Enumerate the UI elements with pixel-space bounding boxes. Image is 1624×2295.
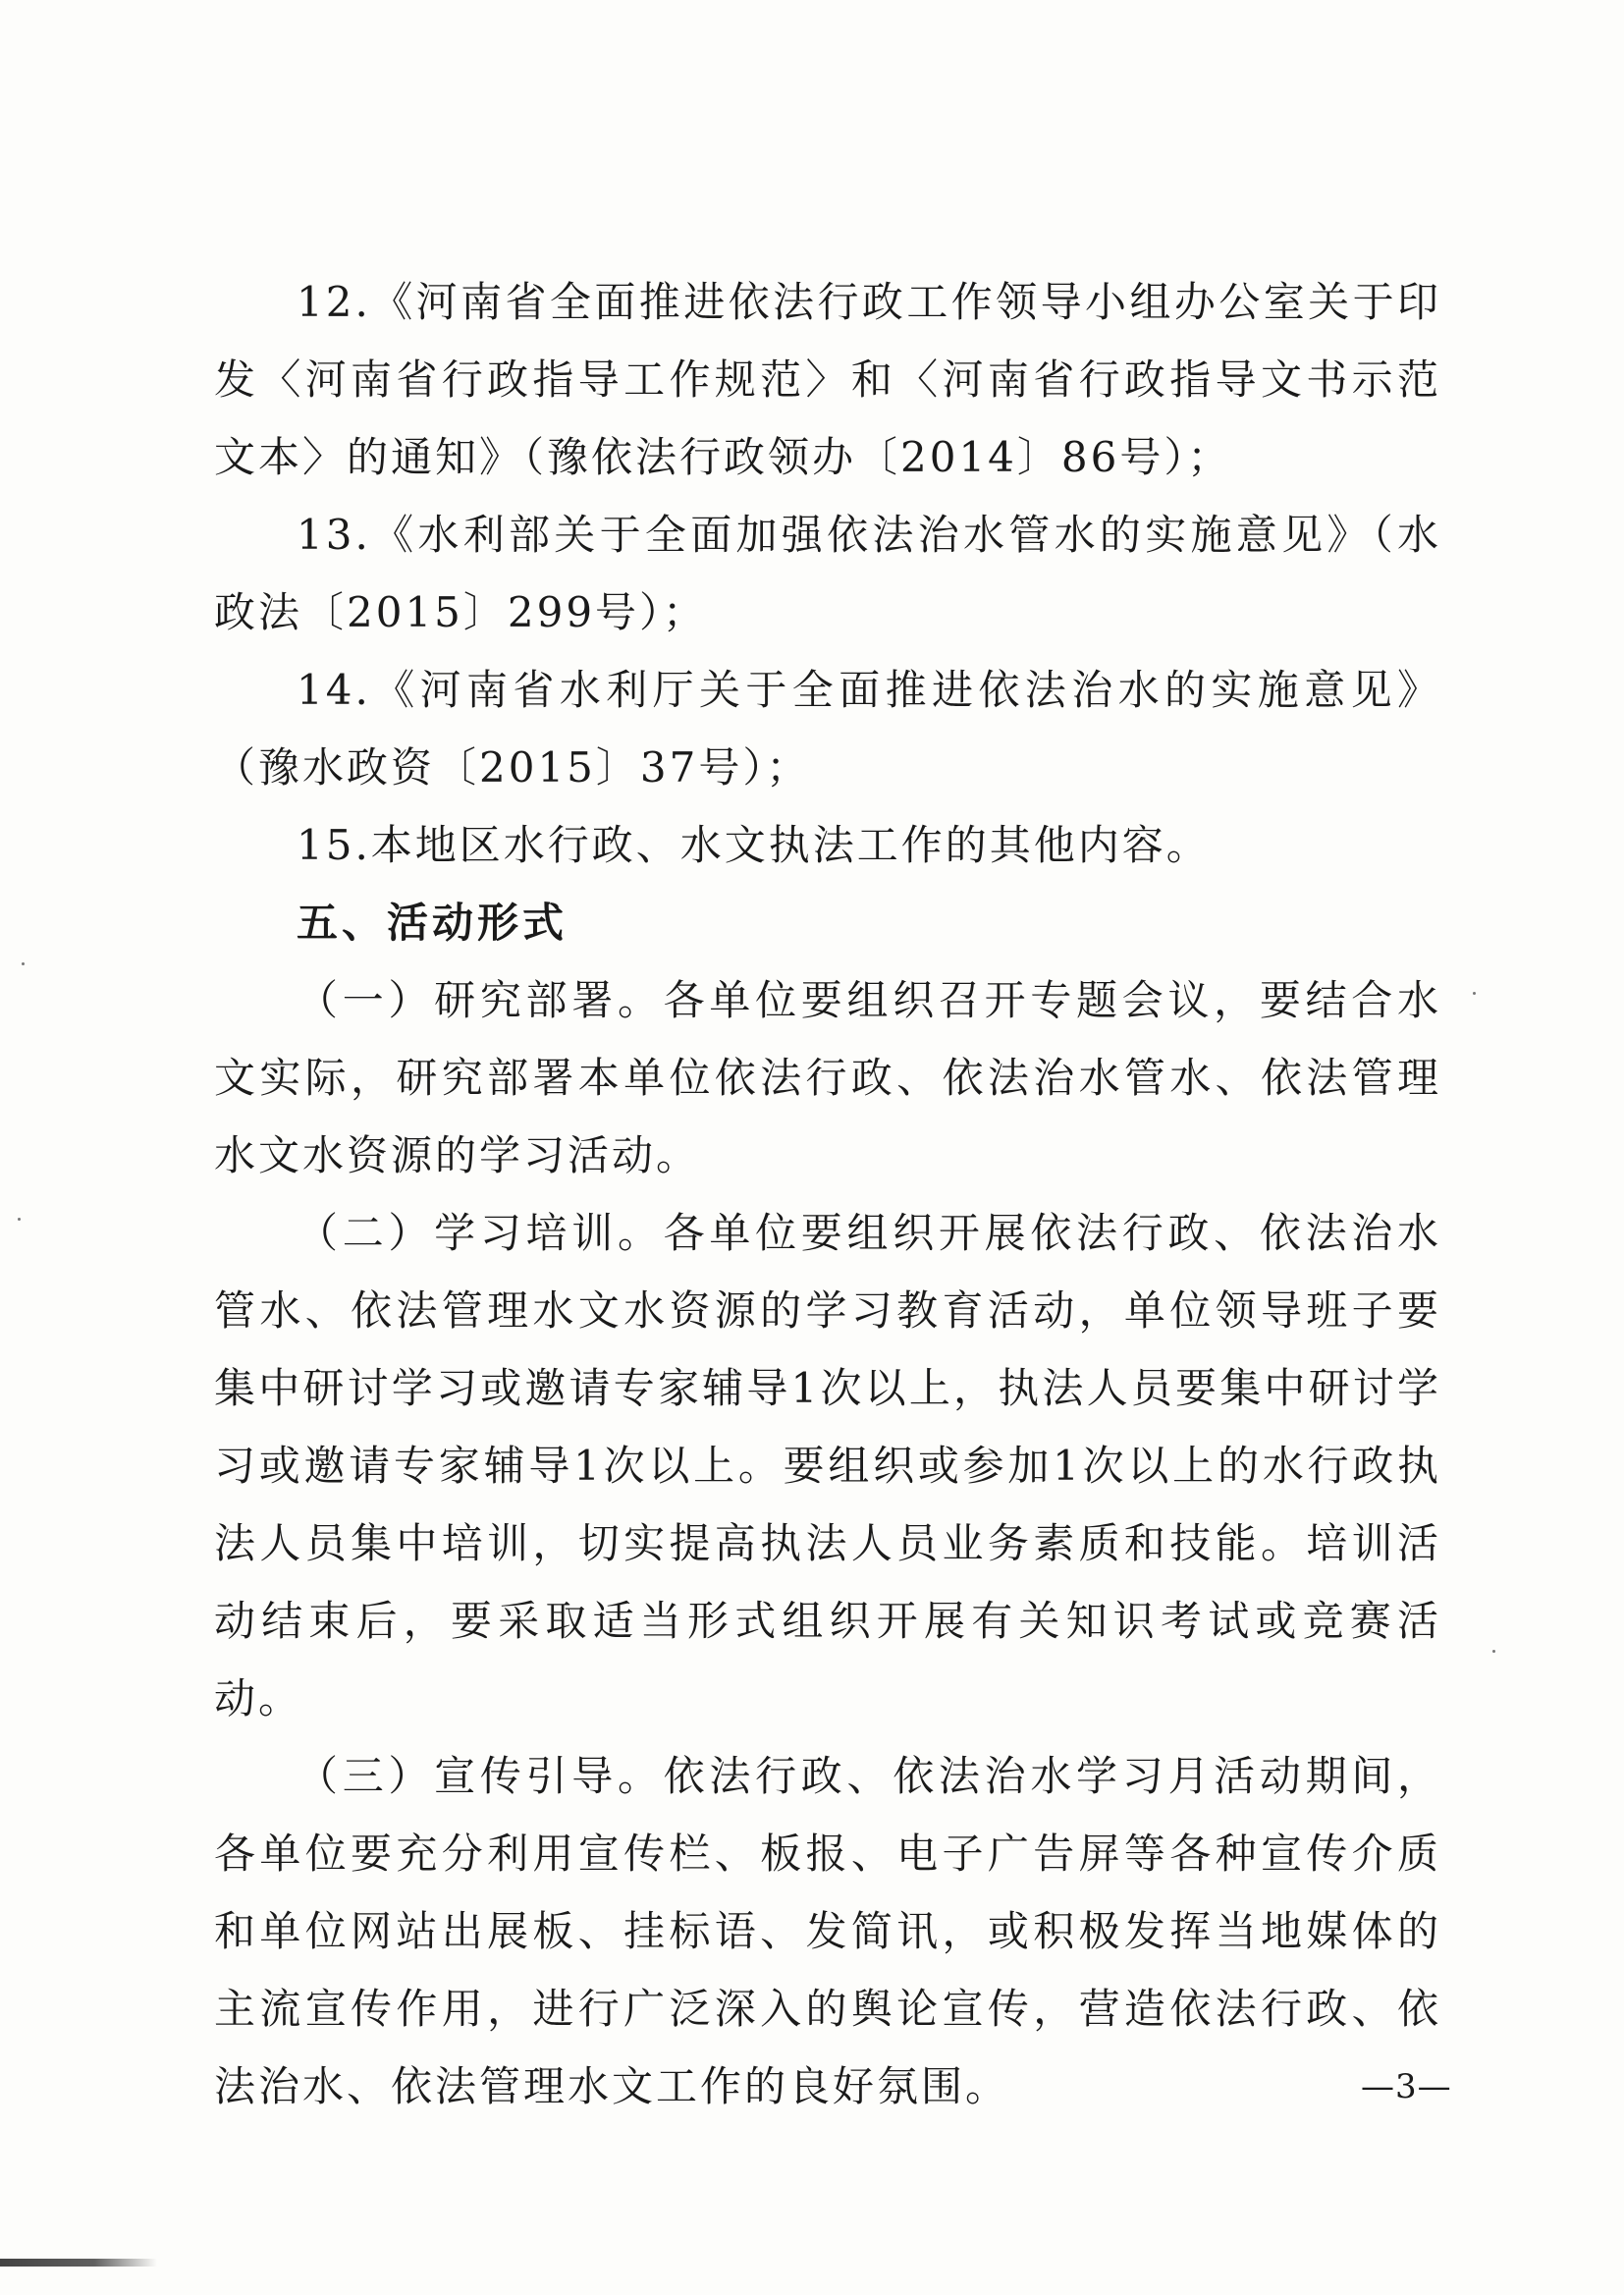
paragraph-item-13: 13.《水利部关于全面加强依法治水管水的实施意见》（水政法〔2015〕299号）； bbox=[214, 511, 1441, 636]
scan-speck bbox=[22, 962, 25, 965]
scan-edge-mark bbox=[0, 2259, 157, 2267]
scan-speck bbox=[1473, 992, 1476, 995]
section-heading-activity-form: 五、活动形式 bbox=[297, 899, 568, 947]
document-body bbox=[214, 263, 1441, 2125]
paragraph-item-14: 14.《河南省水利厅关于全面推进依法治水的实施意见》（豫水政资〔2015〕37号）； bbox=[214, 666, 1441, 792]
paragraph-publicity-guidance: （三）宣传引导。依法行政、依法治水学习月活动期间，各单位要充分利用宣传栏、板报、电子广告屏等各种宣传介质和单位网站出展板、挂标语、发简讯，或积极发挥当地媒体的主流宣传作用，进行广泛深入的舆论宣传，营造依法行政、依法治水、依法管理水文工作的良好氛围。 bbox=[214, 1752, 1441, 2110]
page-number: —3— bbox=[1361, 2067, 1452, 2106]
paragraph-study-training: （二）学习培训。各单位要组织开展依法行政、依法治水管水、依法管理水文水资源的学习教育活动，单位领导班子要集中研讨学习或邀请专家辅导1次以上，执法人员要集中研讨学习或邀请专家辅导1次以上。要组织或参加1次以上的水行政执法人员集中培训，切实提高执法人员业务素质和技能。培训活动结束后，要采取适当形式组织开展有关知识考试或竞赛活动。 bbox=[214, 1209, 1441, 1722]
scan-speck bbox=[18, 1218, 21, 1221]
scan-speck bbox=[1492, 1650, 1495, 1653]
paragraph-research-deployment: （一）研究部署。各单位要组织召开专题会议，要结合水文实际，研究部署本单位依法行政、依法治水管水、依法管理水文水资源的学习活动。 bbox=[214, 976, 1441, 1179]
paragraph-item-12: 12.《河南省全面推进依法行政工作领导小组办公室关于印发〈河南省行政指导工作规范〉和〈河南省行政指导文书示范文本〉的通知》（豫依法行政领办〔2014〕86号）； bbox=[214, 278, 1441, 481]
paragraph-item-15: 15.本地区水行政、水文执法工作的其他内容。 bbox=[297, 821, 1211, 869]
